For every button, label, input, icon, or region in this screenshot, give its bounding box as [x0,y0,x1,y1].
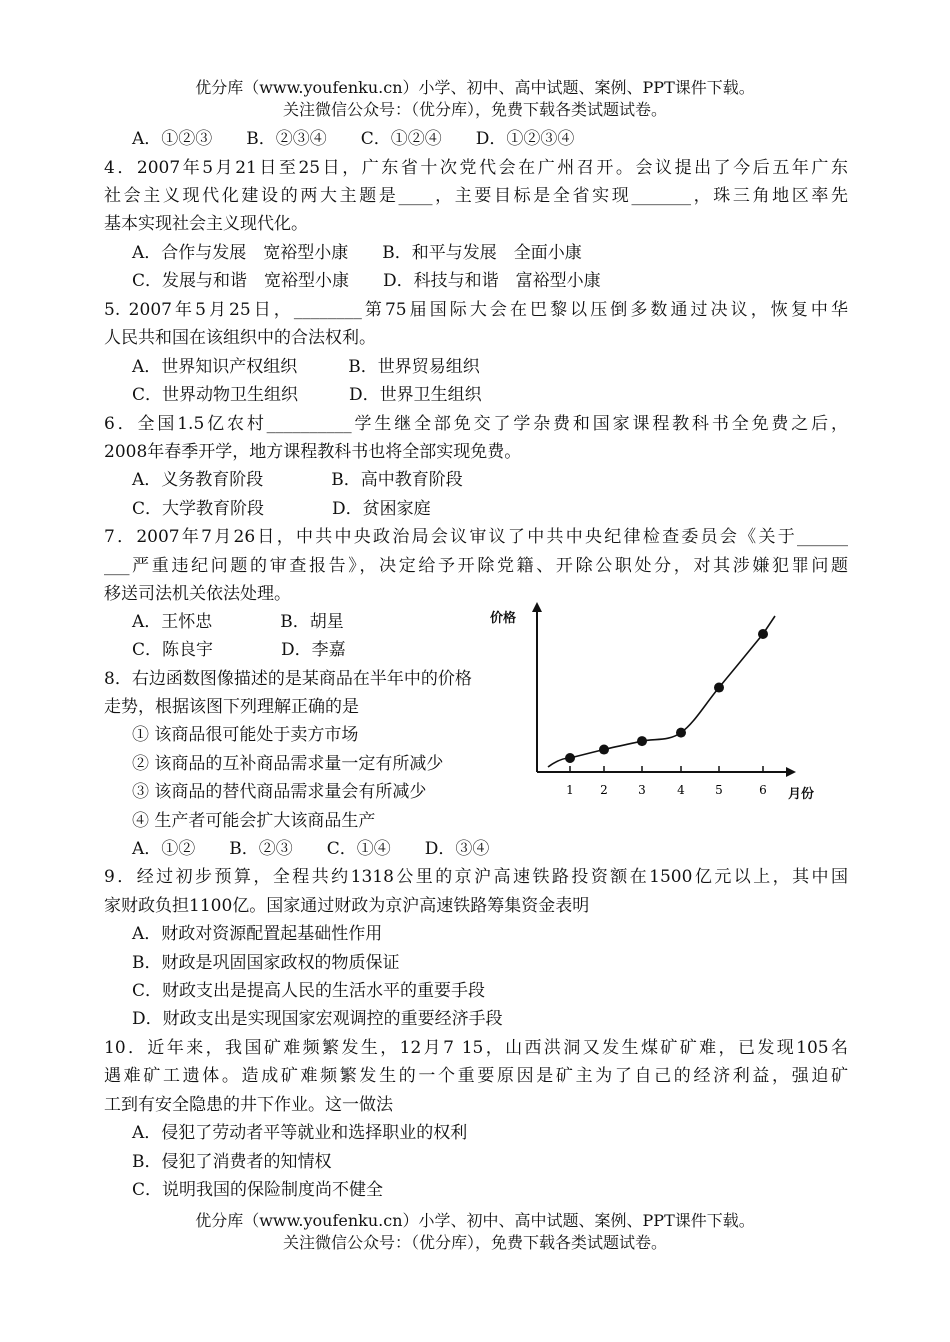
x-tick-label: 6 [759,783,767,797]
price-curve [548,616,775,767]
q10-line-1: 10．近年来，我国矿难频繁发生，12月7 15，山西洪洞又发生煤矿矿难，已发现105名 [104,1038,848,1058]
q9-line-2: 家财政负担1100亿。国家通过财政为京沪高速铁路筹集资金表明 [104,896,590,916]
x-tick-label: 4 [677,783,685,797]
q10-option-a: A．侵犯了劳动者平等就业和选择职业的权利 [132,1123,468,1143]
q4-options-2: C．发展与和谐 宽裕型小康 D．科技与和谐 富裕型小康 [132,271,601,291]
q9-line-1: 9．经过初步预算，全程共约1318公里的京沪高速铁路投资额在1500亿元以上，其中国 [104,867,848,887]
q6-line-1: 6．全国1.5亿农村__________学生继全部免交了学杂费和国家课程教科书全免费之后， [104,414,848,434]
q9-option-a: A．财政对资源配置起基础性作用 [132,924,383,944]
data-point [758,629,768,639]
q10-option-c: C．说明我国的保险制度尚不健全 [132,1180,384,1200]
q7-options-2: C．陈良宇 D．李嘉 [132,640,346,660]
q4-line-3: 基本实现社会主义现代化。 [104,214,308,234]
data-point [565,753,575,763]
q9-option-d: D．财政支出是实现国家宏观调控的重要经济手段 [132,1009,503,1029]
x-tick-label: 3 [638,783,646,797]
x-ticks [566,766,767,797]
q8-statement-3: ③ 该商品的替代商品需求量会有所减少 [132,782,427,802]
price-trend-chart [482,596,822,806]
q6-options-2: C．大学教育阶段 D．贫困家庭 [132,499,431,519]
x-tick-label: 5 [715,783,723,797]
x-tick-label: 1 [566,783,574,797]
q8-line-1: 8．右边函数图像描述的是某商品在半年中的价格 [104,669,472,689]
q8-statement-2: ② 该商品的互补商品需求量一定有所减少 [132,754,444,774]
q8-statement-4: ④ 生产者可能会扩大该商品生产 [132,811,376,831]
data-point [637,736,647,746]
q5-options-2: C．世界动物卫生组织 D．世界卫生组织 [132,385,482,405]
q7-options-1: A．王怀忠 B．胡星 [132,612,344,632]
data-point [676,728,686,738]
q5-line-1: 5. 2007年5月25日，________第75届国际大会在巴黎以压倒多数通过决议，恢复中华 [104,300,848,320]
data-points [565,629,768,763]
q5-line-2: 人民共和国在该组织中的合法权利。 [104,328,376,348]
q8-line-2: 走势，根据该图下列理解正确的是 [104,697,359,717]
q8-options: A．①② B．②③ C．①④ D．③④ [132,839,490,859]
q10-option-b: B．侵犯了消费者的知情权 [132,1152,332,1172]
q9-option-b: B．财政是巩固国家政权的物质保证 [132,953,400,973]
x-tick-label: 2 [600,783,608,797]
y-axis-label: 价格 [490,611,517,626]
q5-options-1: A．世界知识产权组织 B．世界贸易组织 [132,357,480,377]
footer-line-2: 关注微信公众号：（优分库），免费下载各类试题试卷。 [282,1233,667,1252]
q10-line-3: 工到有安全隐患的井下作业。这一做法 [104,1095,393,1115]
footer-line-1: 优分库（www.youfenku.cn）小学、初中、高中试题、案例、PPT课件下载。 [195,1211,755,1230]
q4-line-1: 4．2007年5月21日至25日，广东省十次党代会在广州召开。会议提出了今后五年广东 [104,158,848,178]
header-line-2: 关注微信公众号：（优分库），免费下载各类试题试卷。 [282,100,667,119]
x-axis-label: 月份 [788,787,815,802]
q6-line-2: 2008年春季开学，地方课程教科书也将全部实现免费。 [104,442,522,462]
q9-option-c: C．财政支出是提高人民的生活水平的重要手段 [132,981,486,1001]
q6-options-1: A．义务教育阶段 B．高中教育阶段 [132,470,463,490]
q7-line-2: ___严重违纪问题的审查报告》，决定给予开除党籍、开除公职处分，对其涉嫌犯罪问题 [104,556,848,576]
header-line-1: 优分库（www.youfenku.cn）小学、初中、高中试题、案例、PPT课件下载。 [195,78,755,97]
q4-line-2: 社会主义现代化建设的两大主题是____，主要目标是全省实现_______，珠三角地区率先 [104,186,848,206]
q4-options-1: A．合作与发展 宽裕型小康 B．和平与发展 全面小康 [132,243,582,263]
q8-statement-1: ① 该商品很可能处于卖方市场 [132,725,359,745]
q7-line-1: 7．2007年7月26日，中共中央政治局会议审议了中共中央纪律检查委员会《关于______ [104,527,848,547]
data-point [599,745,609,755]
q10-line-2: 遇难矿工遗体。造成矿难频繁发生的一个重要原因是矿主为了自己的经济利益，强迫矿 [104,1066,848,1086]
q7-line-3: 移送司法机关依法处理。 [104,584,291,604]
q3-options: A．①②③ B．②③④ C．①②④ D．①②③④ [132,129,575,149]
data-point [714,683,724,693]
